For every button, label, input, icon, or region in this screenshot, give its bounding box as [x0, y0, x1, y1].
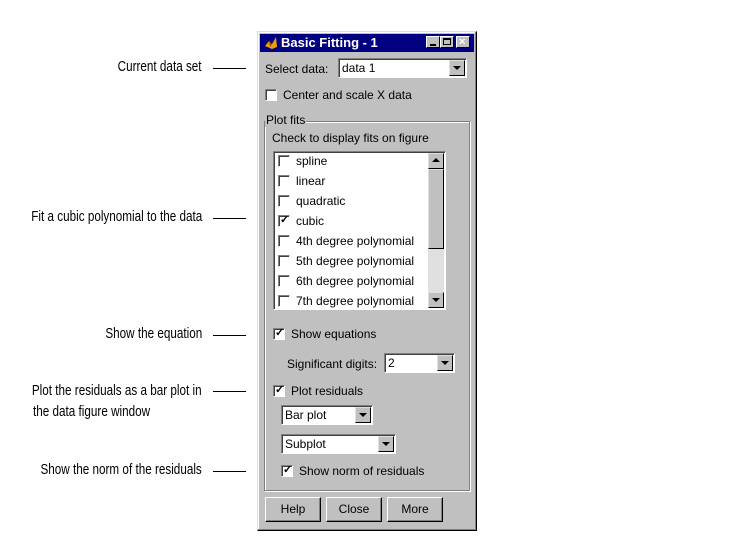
- basic-fitting-window: [257, 31, 477, 531]
- list-item[interactable]: [278, 292, 428, 310]
- annotation-show-norm: Show the norm of the residuals: [40, 461, 202, 478]
- matlab-logo-icon: [263, 35, 279, 51]
- help-button[interactable]: Help: [265, 497, 321, 522]
- fit-checkbox[interactable]: [278, 155, 290, 167]
- scroll-thumb[interactable]: [428, 169, 444, 249]
- center-scale-label: Center and scale X data: [283, 88, 412, 102]
- dropdown-arrow-button[interactable]: [449, 60, 465, 76]
- plot-location-value: Subplot: [285, 437, 326, 451]
- annotation-plot-residuals-2: the data figure window: [32, 403, 150, 420]
- dropdown-arrow-button[interactable]: [355, 407, 371, 423]
- plot-style-value: Bar plot: [285, 408, 327, 422]
- checkmark-icon: ✓: [280, 214, 290, 226]
- more-button[interactable]: More: [387, 497, 443, 522]
- close-window-button[interactable]: [456, 36, 470, 48]
- window-title: Basic Fitting - 1: [281, 35, 378, 50]
- list-item[interactable]: [278, 252, 428, 272]
- annotation-fit-cubic: Fit a cubic polynomial to the data: [30, 208, 202, 225]
- chevron-down-icon: [359, 413, 367, 417]
- list-item[interactable]: [278, 212, 428, 232]
- select-data-label: Select data:: [265, 62, 329, 76]
- show-norm-label: Show norm of residuals: [299, 464, 425, 478]
- checkmark-icon: ✓: [275, 327, 285, 339]
- checkmark-icon: ✓: [283, 464, 293, 476]
- significant-digits-label: Significant digits:: [287, 357, 378, 371]
- show-equations-checkbox[interactable]: [273, 328, 285, 340]
- scroll-down-button[interactable]: [428, 292, 444, 308]
- fit-checkbox[interactable]: [278, 195, 290, 207]
- scroll-up-button[interactable]: [428, 153, 444, 169]
- checkmark-icon: ✓: [275, 384, 285, 396]
- fit-label: cubic: [296, 214, 325, 228]
- dropdown-arrow-button[interactable]: [378, 436, 394, 452]
- list-item[interactable]: [278, 172, 428, 192]
- list-item[interactable]: [278, 272, 428, 292]
- chevron-up-icon: [432, 158, 440, 162]
- chevron-down-icon: [382, 442, 390, 446]
- fit-label: 5th degree polynomial: [296, 254, 415, 268]
- fit-checkbox[interactable]: [278, 255, 290, 267]
- plot-residuals-label: Plot residuals: [291, 384, 364, 398]
- chevron-down-icon: [441, 361, 449, 365]
- close-button[interactable]: Close: [326, 497, 382, 522]
- title-bar[interactable]: [260, 34, 474, 52]
- maximize-icon: [443, 38, 451, 45]
- annotation-leader-line: [213, 335, 246, 336]
- close-icon: ×: [459, 36, 466, 48]
- maximize-button[interactable]: [440, 36, 454, 48]
- annotation-leader-line: [213, 218, 246, 219]
- fit-label: spline: [296, 154, 328, 168]
- check-to-display-label: Check to display fits on figure: [272, 131, 429, 145]
- fit-checkbox[interactable]: [278, 215, 290, 227]
- fit-label: quadratic: [296, 194, 346, 208]
- fit-label: 7th degree polynomial: [296, 294, 415, 308]
- chevron-down-icon: [453, 66, 461, 70]
- select-data-value: data 1: [342, 61, 376, 75]
- show-equations-label: Show equations: [291, 327, 377, 341]
- annotation-show-equation: Show the equation: [105, 325, 202, 342]
- plot-location-dropdown[interactable]: [281, 434, 396, 454]
- fit-label: 4th degree polynomial: [296, 234, 415, 248]
- plot-style-dropdown[interactable]: [281, 405, 373, 425]
- list-scrollbar[interactable]: [428, 153, 444, 308]
- select-data-dropdown[interactable]: [338, 58, 467, 78]
- significant-digits-dropdown[interactable]: [384, 353, 455, 373]
- minimize-button[interactable]: [426, 36, 440, 48]
- show-norm-checkbox[interactable]: [281, 465, 293, 477]
- fit-checkbox[interactable]: [278, 235, 290, 247]
- minimize-icon: [430, 44, 436, 46]
- annotation-current-data-set: Current data set: [118, 58, 202, 75]
- list-item[interactable]: [278, 192, 428, 212]
- annotation-leader-line: [213, 68, 246, 69]
- fit-checkbox[interactable]: [278, 175, 290, 187]
- center-scale-checkbox[interactable]: [265, 89, 277, 101]
- list-item[interactable]: [278, 232, 428, 252]
- significant-digits-value: 2: [388, 356, 395, 370]
- fit-checkbox[interactable]: [278, 275, 290, 287]
- annotation-plot-residuals-1: Plot the residuals as a bar plot in: [32, 382, 202, 399]
- annotation-leader-line: [213, 391, 246, 392]
- fit-label: 6th degree polynomial: [296, 274, 415, 288]
- fits-listbox[interactable]: [273, 151, 446, 310]
- chevron-down-icon: [432, 298, 440, 302]
- list-item[interactable]: [278, 152, 428, 172]
- plot-fits-title: Plot fits: [266, 113, 306, 127]
- fit-label: linear: [296, 174, 326, 188]
- dropdown-arrow-button[interactable]: [437, 355, 453, 371]
- plot-residuals-checkbox[interactable]: [273, 385, 285, 397]
- annotation-leader-line: [213, 471, 246, 472]
- fit-checkbox[interactable]: [278, 295, 290, 307]
